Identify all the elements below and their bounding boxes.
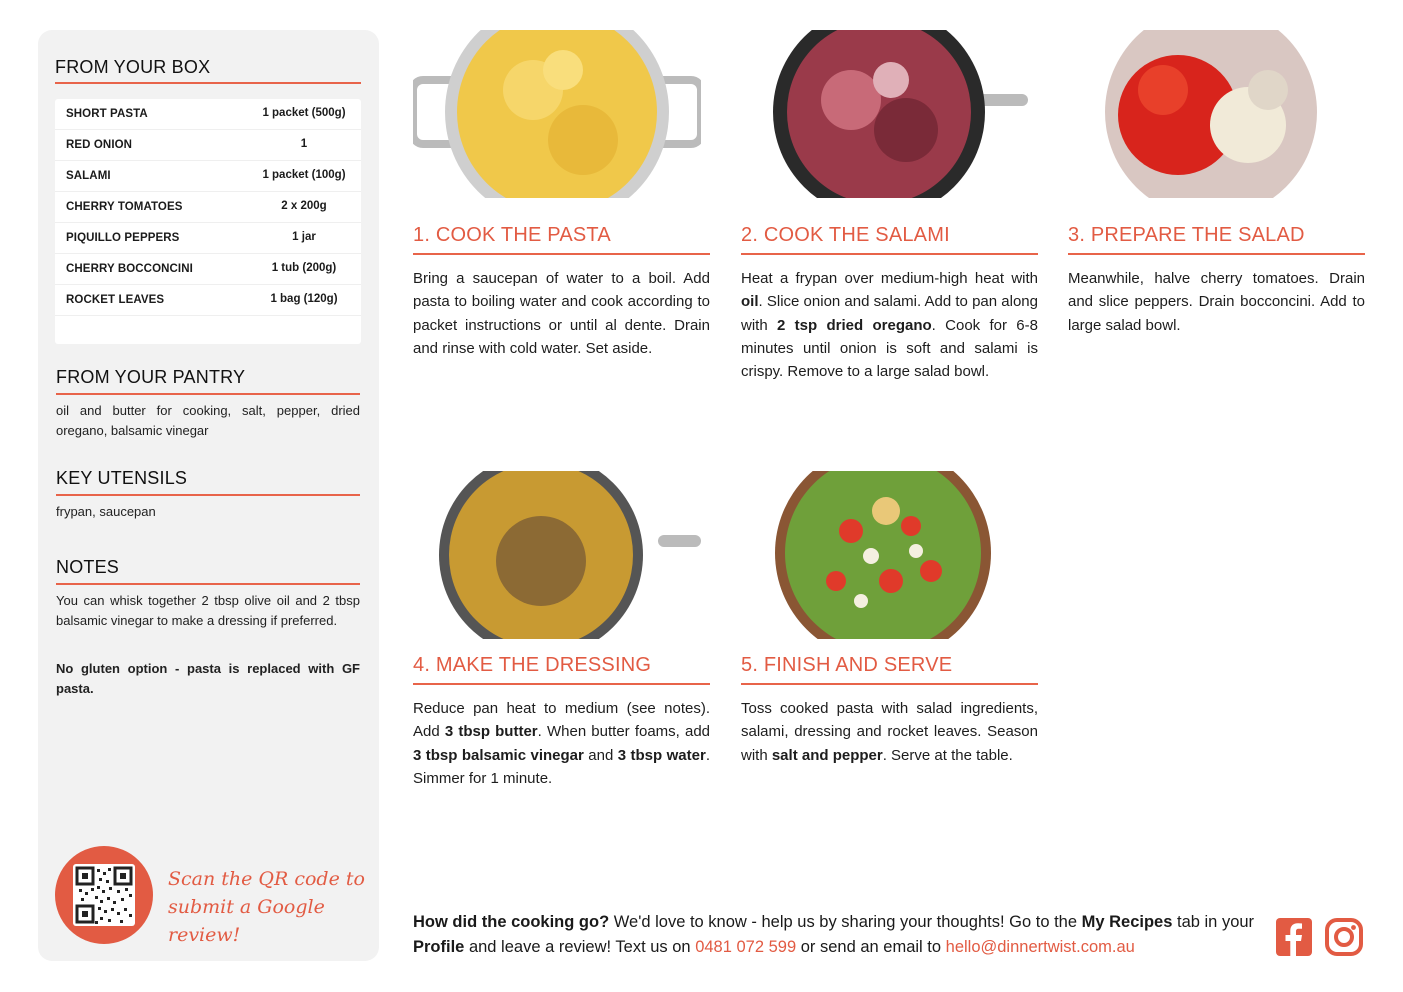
step-text-run: . Serve at the table.: [882, 746, 1013, 764]
step-text-run: 3 tbsp water: [617, 746, 706, 764]
qr-caption: [168, 865, 368, 949]
step-5-rule: [741, 683, 1038, 685]
footer-my-recipes: My Recipes: [1081, 913, 1173, 931]
step-2-title: 2. COOK THE SALAMI: [741, 224, 950, 246]
step-4-rule: [413, 683, 710, 685]
gluten-note: No gluten option - pasta is replaced with GF pasta.: [56, 661, 360, 696]
ingredient-qty: 1 packet (500g): [262, 107, 346, 119]
step-3-text: [1068, 267, 1365, 337]
step-text-run: oil: [741, 293, 759, 311]
step-4-image: [413, 471, 701, 639]
utensils-rule: [56, 494, 360, 496]
step-text-run: Heat a frypan over medium-high heat with: [741, 270, 1038, 287]
notes-rule: [56, 583, 360, 585]
footer-text-4: or send an email to: [796, 938, 946, 956]
footer-profile: Profile: [413, 938, 465, 956]
footer-text-3: and leave a review! Text us on: [464, 938, 696, 956]
step-4-text: [413, 697, 710, 790]
utensils-text: frypan, saucepan: [56, 504, 156, 519]
facebook-icon[interactable]: [1276, 918, 1312, 956]
step-text-run: 3 tbsp balsamic vinegar: [413, 746, 584, 764]
pantry-text: oil and butter for cooking, salt, pepper, dried oregano, balsamic vinegar: [56, 403, 360, 438]
step-3-image: [1068, 30, 1356, 198]
step-text-run: 2 tsp dried oregano: [777, 316, 932, 334]
step-3-title: 3. PREPARE THE SALAD: [1068, 224, 1305, 246]
ingredient-name: ROCKET LEAVES: [66, 294, 165, 306]
ingredient-row: [55, 130, 361, 161]
ingredient-name: PIQUILLO PEPPERS: [66, 232, 180, 244]
step-text-run: Toss cooked pasta with salad ingredients, salami, dressing and rocket leaves. Season with: [741, 700, 1038, 764]
step-1-image: [413, 30, 701, 198]
step-text-run: Meanwhile, halve cherry tomatoes. Drain and slice peppers. Drain bocconcini. Add to large salad bowl.: [1068, 270, 1365, 334]
ingredient-row: [55, 285, 361, 316]
step-1-rule: [413, 253, 710, 255]
pantry-title: FROM YOUR PANTRY: [56, 367, 246, 387]
ingredient-name: CHERRY TOMATOES: [66, 201, 183, 213]
step-2-text: [741, 267, 1038, 383]
step-text-run: 3 tbsp butter: [444, 723, 538, 741]
step-text-run: . When butter foams, add: [537, 723, 711, 741]
ingredient-qty: 1: [300, 138, 308, 150]
box-title: FROM YOUR BOX: [55, 57, 211, 77]
ingredient-row: [55, 254, 361, 285]
step-text-run: Reduce pan heat to medium (see notes). Add: [413, 700, 710, 741]
footer-question: How did the cooking go?: [413, 913, 610, 931]
phone-link[interactable]: 0481 072 599: [695, 938, 797, 956]
review-footer: [413, 910, 1263, 960]
qr-code[interactable]: [73, 864, 135, 926]
ingredients-panel: [38, 30, 379, 961]
step-1-text: [413, 267, 710, 360]
qr-caption-line1: Scan the QR code to: [168, 868, 365, 890]
pantry-rule: [56, 393, 360, 395]
ingredient-name: SALAMI: [66, 170, 111, 182]
ingredient-qty: 2 x 200g: [281, 200, 327, 212]
step-2-rule: [741, 253, 1038, 255]
step-5-text: [741, 697, 1038, 767]
ingredients-table: [55, 99, 361, 344]
ingredient-row: [55, 223, 361, 254]
footer-text-1: We'd love to know - help us by sharing your thoughts! Go to the: [609, 913, 1082, 931]
step-text-run: salt and pepper: [771, 746, 883, 764]
ingredient-qty: 1 jar: [292, 231, 316, 243]
step-4-title: 4. MAKE THE DRESSING: [413, 654, 652, 676]
ingredient-name: SHORT PASTA: [66, 108, 148, 120]
footer-text-2: tab in your: [1172, 913, 1255, 931]
box-rule: [55, 82, 361, 84]
step-text-run: . Slice onion and salami. Add to pan along with: [741, 293, 1038, 334]
step-1-title: 1. COOK THE PASTA: [413, 224, 611, 246]
notes-title: NOTES: [56, 557, 120, 577]
qr-caption-line2: submit a Google review!: [168, 896, 325, 946]
ingredient-row: [55, 192, 361, 223]
ingredient-qty: 1 packet (100g): [262, 169, 346, 181]
qr-badge[interactable]: [55, 846, 153, 944]
ingredient-row: [55, 99, 361, 130]
ingredient-qty: 1 bag (120g): [270, 293, 338, 305]
step-5-image: [741, 471, 1029, 639]
ingredient-row: [55, 161, 361, 192]
step-2-image: [741, 30, 1029, 198]
email-link[interactable]: hello@dinnertwist.com.au: [945, 938, 1135, 956]
ingredient-qty: 1 tub (200g): [271, 262, 337, 274]
notes-text: You can whisk together 2 tbsp olive oil and 2 tbsp balsamic vinegar to make a dressing if preferred.: [56, 593, 360, 628]
step-text-run: . Cook for 6-8 minutes until onion is soft and salami is crispy. Remove to a large salad bowl.: [741, 316, 1038, 381]
step-text-run: Bring a saucepan of water to a boil. Add pasta to boiling water and cook according to packet instructions or until al dente. Drain and rinse with cold water. Set aside.: [413, 270, 710, 357]
utensils-title: KEY UTENSILS: [56, 468, 188, 488]
step-text-run: and: [583, 746, 618, 764]
step-5-title: 5. FINISH AND SERVE: [741, 654, 953, 676]
ingredient-name: CHERRY BOCCONCINI: [66, 263, 193, 275]
instagram-icon[interactable]: [1325, 918, 1363, 956]
step-3-rule: [1068, 253, 1365, 255]
ingredient-name: RED ONION: [66, 139, 133, 151]
step-text-run: . Simmer for 1 minute.: [413, 746, 710, 787]
